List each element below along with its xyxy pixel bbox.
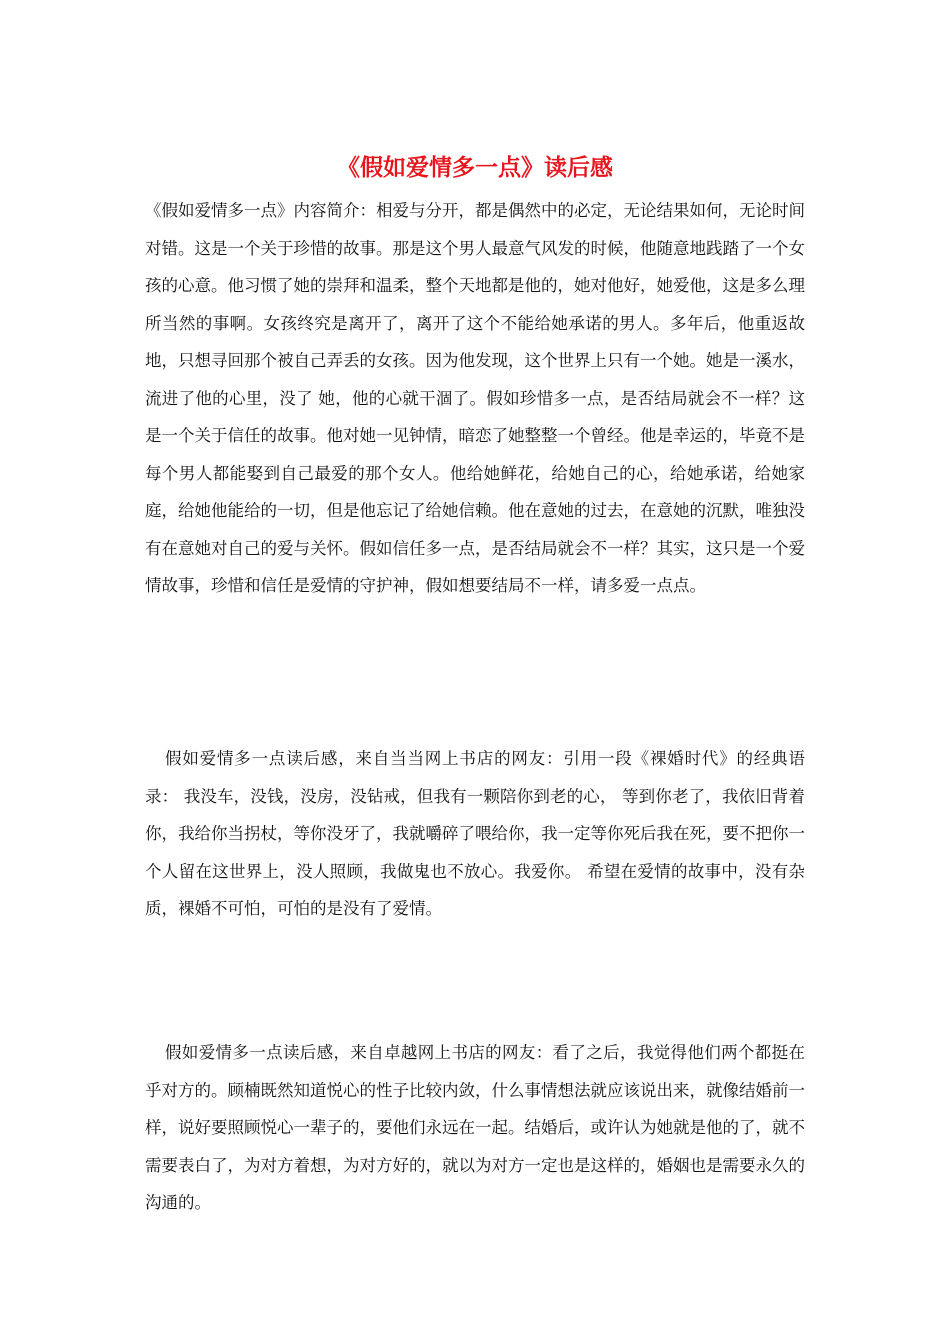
paragraph-synopsis: 《假如爱情多一点》内容简介：相爱与分开，都是偶然中的必定，无论结果如何，无论时间对错。这是一个关于珍惜的故事。那是这个男人最意气风发的时候，他随意地践踏了一个女孩的心意。他习惯了她的崇拜和温柔，整个天地都是他的，她对他好，她爱他，这是多么理所当然的事啊。女孩终究是离开了，离开了这个不能给她承诺的男人。多年后，他重返故地，只想寻回那个被自己弄丢的女孩。因为他发现，这个世界上只有一个她。她是一溪水，流进了他的心里，没了 她，他的心就干涸了。假如珍惜多一点，是否结局就会不一样？这是一个关于信任的故事。他对她一见钟情，暗恋了她整整一个曾经。他是幸运的，毕竟不是每个男人都能娶到自己最爱的那个女人。他给她鲜花，给她自己的心，给她承诺，给她家庭，给她他能给的一切，但是他忘记了给她信赖。他在意她的过去，在意她的沉默，唯独没有在意她对自己的爱与关怀。假如信任多一点，是否结局就会不一样？其实，这只是一个爱情故事，珍惜和信任是爱情的守护神，假如想要结局不一样，请多爱一点点。 bbox=[145, 201, 805, 595]
document-title: 《假如爱情多一点》读后感 bbox=[337, 154, 613, 181]
paragraph-dangdang-review: 假如爱情多一点读后感，来自当当网上书店的网友：引用一段《裸婚时代》的经典语录： 我没车，没钱，没房，没钻戒，但我有一颗陪你到老的心， 等到你老了，我依旧背着你，我给你当拐杖，等你没牙了，我就嚼碎了喂给你，我一定等你死后我在死，要不把你一个人留在这世界上，没人照顾，我做鬼也不放心。我爱你。 希望在爱情的故事中，没有杂质，裸婚不可怕，可怕的是没有了爱情。 bbox=[145, 749, 805, 918]
paragraph-joyo-review: 假如爱情多一点读后感，来自卓越网上书店的网友：看了之后，我觉得他们两个都挺在乎对方的。顾楠既然知道悦心的性子比较内敛，什么事情想法就应该说出来，就像结婚前一样，说好要照顾悦心一辈子的，要他们永远在一起。结婚后，或许认为她就是他的了，就不需要表白了，为对方着想，为对方好的，就以为对方一定也是这样的，婚姻也是需要永久的沟通的。 bbox=[145, 1043, 805, 1212]
